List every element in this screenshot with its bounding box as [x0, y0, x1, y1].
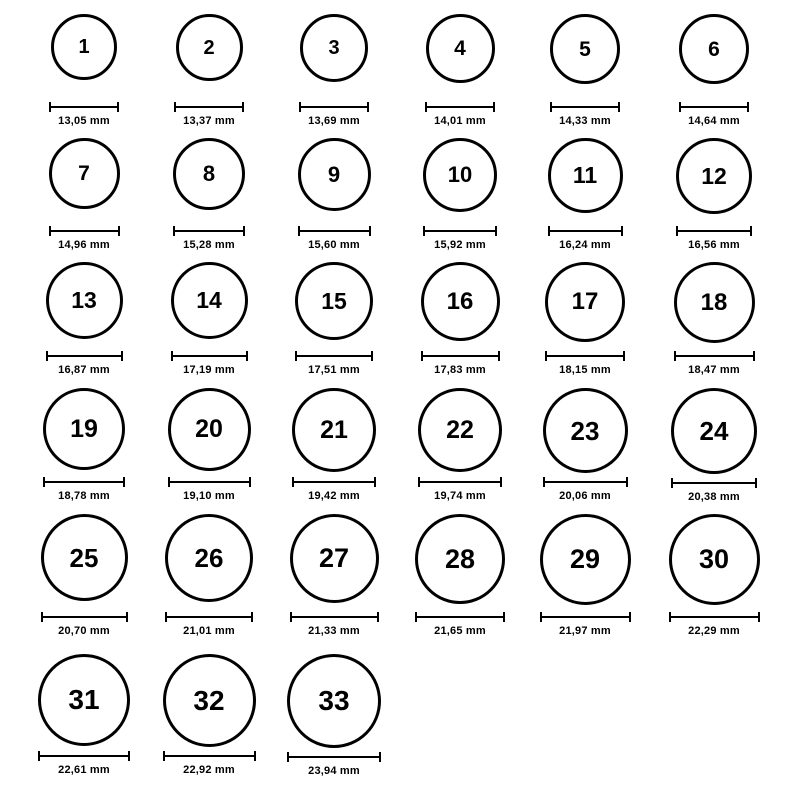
ring-circle: [171, 262, 248, 339]
measure-line: [299, 106, 369, 108]
measure-line: [49, 230, 120, 232]
measure-cap-left: [38, 751, 40, 761]
ring-size-number: 29: [569, 544, 601, 574]
ring-size-number: 33: [318, 685, 350, 716]
measure-cap-right: [753, 351, 755, 361]
measure-line: [171, 355, 248, 357]
diameter-label: 23,94 mm: [308, 765, 360, 777]
diameter-measure-bar: [299, 102, 369, 112]
measure-line: [163, 755, 256, 757]
measure-cap-right: [369, 226, 371, 236]
ring-size-cell: [669, 514, 760, 637]
measure-cap-left: [671, 478, 673, 488]
measure-line: [545, 355, 625, 357]
measure-cap-right: [126, 612, 128, 622]
measure-cap-left: [418, 477, 420, 487]
measure-cap-left: [548, 226, 550, 236]
measure-cap-right: [377, 612, 379, 622]
measure-line: [671, 482, 757, 484]
measure-cap-left: [674, 351, 676, 361]
measure-line: [46, 355, 123, 357]
ring-size-cell: [543, 388, 628, 502]
diameter-label: 19,42 mm: [308, 490, 360, 502]
measure-line: [43, 481, 125, 483]
ring-size-number: 30: [698, 544, 730, 574]
ring-size-cell: [548, 138, 623, 251]
ring-size-cell: [418, 388, 502, 502]
ring-size-cell: [299, 14, 369, 127]
diameter-label: 22,92 mm: [183, 764, 235, 776]
measure-line: [674, 355, 755, 357]
ring-size-number: 5: [579, 37, 591, 61]
ring-size-number: 12: [701, 162, 727, 189]
diameter-measure-bar: [41, 612, 128, 622]
measure-line: [298, 230, 371, 232]
diameter-measure-bar: [168, 477, 251, 487]
measure-line: [415, 616, 505, 618]
measure-cap-right: [629, 612, 631, 622]
diameter-measure-bar: [550, 102, 620, 112]
measure-cap-right: [374, 477, 376, 487]
ring-circle: [423, 138, 497, 212]
measure-cap-left: [415, 612, 417, 622]
diameter-measure-bar: [163, 751, 256, 761]
ring-size-cell: [423, 138, 497, 251]
diameter-measure-bar: [287, 752, 381, 762]
ring-size-number: 21: [320, 415, 348, 444]
ring-size-cell: [49, 138, 120, 251]
diameter-measure-bar: [171, 351, 248, 361]
ring-size-number: 16: [446, 287, 474, 315]
diameter-label: 15,28 mm: [183, 239, 235, 251]
diameter-label: 18,15 mm: [559, 364, 611, 376]
measure-cap-left: [290, 612, 292, 622]
ring-size-number: 27: [318, 543, 350, 573]
measure-cap-left: [171, 351, 173, 361]
measure-cap-right: [747, 102, 749, 112]
ring-size-cell: [163, 654, 256, 776]
measure-cap-right: [123, 477, 125, 487]
ring-size-number: 7: [78, 162, 90, 185]
ring-size-number: 19: [70, 414, 98, 443]
diameter-measure-bar: [165, 612, 253, 622]
ring-circle: [550, 14, 620, 84]
ring-size-number: 20: [195, 415, 223, 443]
ring-size-cell: [43, 388, 125, 502]
measure-line: [165, 616, 253, 618]
measure-cap-left: [295, 351, 297, 361]
ring-size-cell: [292, 388, 376, 502]
measure-cap-right: [621, 226, 623, 236]
diameter-measure-bar: [418, 477, 502, 487]
ring-circle: [43, 388, 125, 470]
measure-cap-right: [251, 612, 253, 622]
measure-cap-right: [128, 751, 130, 761]
diameter-label: 18,47 mm: [688, 364, 740, 376]
measure-cap-left: [669, 612, 671, 622]
diameter-measure-bar: [295, 351, 373, 361]
diameter-label: 18,78 mm: [58, 490, 110, 502]
ring-size-cell: [674, 262, 755, 376]
diameter-measure-bar: [423, 226, 497, 236]
measure-cap-left: [292, 477, 294, 487]
ring-size-number: 8: [202, 161, 216, 186]
measure-cap-left: [43, 477, 45, 487]
measure-line: [168, 481, 251, 483]
ring-circle: [51, 14, 117, 80]
ring-size-cell: [540, 514, 631, 637]
diameter-measure-bar: [679, 102, 749, 112]
diameter-measure-bar: [421, 351, 500, 361]
diameter-measure-bar: [49, 226, 120, 236]
diameter-label: 16,24 mm: [559, 239, 611, 251]
ring-size-cell: [425, 14, 495, 127]
ring-circle: [176, 14, 243, 81]
measure-line: [540, 616, 631, 618]
measure-line: [423, 230, 497, 232]
diameter-measure-bar: [292, 477, 376, 487]
diameter-label: 16,87 mm: [58, 364, 110, 376]
ring-size-number: 23: [570, 415, 600, 446]
measure-cap-left: [49, 226, 51, 236]
ring-size-cell: [290, 514, 379, 637]
measure-cap-right: [755, 478, 757, 488]
ring-circle: [49, 138, 120, 209]
diameter-measure-bar: [290, 612, 379, 622]
measure-cap-right: [758, 612, 760, 622]
ring-circle: [671, 388, 757, 474]
measure-line: [425, 106, 495, 108]
ring-circle: [46, 262, 123, 339]
ring-size-number: 15: [321, 287, 347, 314]
measure-cap-right: [118, 226, 120, 236]
ring-size-number: 6: [708, 37, 720, 61]
measure-line: [543, 481, 628, 483]
diameter-measure-bar: [415, 612, 505, 622]
ring-circle: [674, 262, 755, 343]
measure-line: [290, 616, 379, 618]
measure-cap-right: [493, 102, 495, 112]
ring-size-number: 31: [68, 684, 100, 715]
ring-size-cell: [168, 388, 251, 502]
diameter-label: 19,74 mm: [434, 490, 486, 502]
diameter-measure-bar: [425, 102, 495, 112]
ring-size-number: 3: [328, 37, 340, 59]
diameter-measure-bar: [173, 226, 245, 236]
measure-cap-right: [249, 477, 251, 487]
measure-line: [548, 230, 623, 232]
ring-circle: [298, 138, 371, 211]
diameter-label: 14,96 mm: [58, 239, 110, 251]
measure-cap-right: [242, 102, 244, 112]
ring-circle: [543, 388, 628, 473]
ring-size-cell: [545, 262, 625, 376]
ring-size-cell: [298, 138, 371, 251]
measure-line: [550, 106, 620, 108]
ring-size-number: 9: [327, 161, 341, 187]
measure-line: [679, 106, 749, 108]
measure-cap-left: [421, 351, 423, 361]
diameter-label: 20,38 mm: [688, 491, 740, 503]
diameter-label: 20,70 mm: [58, 625, 110, 637]
measure-cap-left: [41, 612, 43, 622]
ring-size-number: 1: [78, 36, 90, 58]
diameter-measure-bar: [43, 477, 125, 487]
measure-line: [38, 755, 130, 757]
ring-circle: [290, 514, 379, 603]
measure-cap-left: [540, 612, 542, 622]
measure-cap-left: [168, 477, 170, 487]
ring-circle: [421, 262, 500, 341]
ring-circle: [679, 14, 749, 84]
ring-circle: [545, 262, 625, 342]
diameter-label: 22,29 mm: [688, 625, 740, 637]
ring-size-number: 2: [203, 36, 215, 59]
diameter-measure-bar: [545, 351, 625, 361]
measure-cap-right: [371, 351, 373, 361]
ring-circle: [676, 138, 752, 214]
ring-circle: [38, 654, 130, 746]
ring-size-cell: [38, 654, 130, 776]
measure-cap-right: [121, 351, 123, 361]
diameter-label: 20,06 mm: [559, 490, 611, 502]
measure-line: [174, 106, 244, 108]
measure-line: [49, 106, 119, 108]
ring-size-cell: [49, 14, 119, 127]
diameter-label: 13,37 mm: [183, 115, 235, 127]
ring-size-cell: [165, 514, 253, 637]
ring-size-cell: [295, 262, 373, 376]
measure-cap-left: [425, 102, 427, 112]
ring-circle: [415, 514, 505, 604]
ring-size-number: 10: [447, 162, 473, 187]
diameter-label: 17,83 mm: [434, 364, 486, 376]
ring-size-cell: [671, 388, 757, 503]
ring-size-cell: [676, 138, 752, 251]
diameter-label: 14,01 mm: [434, 115, 486, 127]
diameter-label: 21,01 mm: [183, 625, 235, 637]
measure-cap-left: [165, 612, 167, 622]
measure-cap-left: [49, 102, 51, 112]
ring-circle: [295, 262, 373, 340]
diameter-label: 22,61 mm: [58, 764, 110, 776]
ring-size-cell: [46, 262, 123, 376]
ring-size-cell: [421, 262, 500, 376]
measure-cap-left: [543, 477, 545, 487]
ring-size-cell: [679, 14, 749, 127]
ring-size-cell: [173, 138, 245, 251]
diameter-label: 15,92 mm: [434, 239, 486, 251]
ring-size-number: 4: [454, 37, 466, 60]
measure-cap-right: [379, 752, 381, 762]
measure-cap-right: [623, 351, 625, 361]
measure-line: [173, 230, 245, 232]
ring-circle: [168, 388, 251, 471]
ring-size-cell: [171, 262, 248, 376]
measure-cap-right: [495, 226, 497, 236]
diameter-label: 17,51 mm: [308, 364, 360, 376]
measure-line: [287, 756, 381, 758]
measure-cap-left: [550, 102, 552, 112]
measure-cap-right: [503, 612, 505, 622]
measure-cap-left: [545, 351, 547, 361]
diameter-measure-bar: [46, 351, 123, 361]
diameter-measure-bar: [174, 102, 244, 112]
ring-circle: [540, 514, 631, 605]
ring-circle: [300, 14, 368, 82]
ring-size-number: 25: [69, 542, 99, 573]
measure-line: [292, 481, 376, 483]
diameter-label: 19,10 mm: [183, 490, 235, 502]
ring-size-number: 18: [700, 288, 728, 316]
diameter-measure-bar: [38, 751, 130, 761]
measure-cap-left: [679, 102, 681, 112]
ring-circle: [163, 654, 256, 747]
ring-circle: [418, 388, 502, 472]
ring-size-cell: [415, 514, 505, 637]
measure-cap-left: [676, 226, 678, 236]
diameter-measure-bar: [543, 477, 628, 487]
measure-cap-left: [46, 351, 48, 361]
diameter-label: 13,69 mm: [308, 115, 360, 127]
ring-circle: [41, 514, 128, 601]
diameter-label: 16,56 mm: [688, 239, 740, 251]
measure-cap-right: [117, 102, 119, 112]
measure-cap-right: [254, 751, 256, 761]
ring-circle: [548, 138, 623, 213]
diameter-measure-bar: [548, 226, 623, 236]
ring-circle: [173, 138, 245, 210]
ring-circle: [669, 514, 760, 605]
diameter-label: 17,19 mm: [183, 364, 235, 376]
diameter-measure-bar: [671, 478, 757, 488]
measure-cap-right: [243, 226, 245, 236]
measure-cap-left: [163, 751, 165, 761]
measure-cap-right: [626, 477, 628, 487]
diameter-label: 21,33 mm: [308, 625, 360, 637]
ring-size-number: 14: [196, 287, 222, 313]
ring-circle: [292, 388, 376, 472]
measure-cap-left: [173, 226, 175, 236]
measure-cap-right: [246, 351, 248, 361]
diameter-measure-bar: [540, 612, 631, 622]
diameter-label: 21,65 mm: [434, 625, 486, 637]
ring-size-cell: [41, 514, 128, 637]
ring-size-number: 26: [194, 543, 224, 573]
diameter-label: 14,64 mm: [688, 115, 740, 127]
measure-cap-left: [423, 226, 425, 236]
measure-cap-right: [367, 102, 369, 112]
measure-cap-right: [750, 226, 752, 236]
measure-line: [421, 355, 500, 357]
ring-size-cell: [287, 654, 381, 777]
measure-line: [41, 616, 128, 618]
measure-line: [418, 481, 502, 483]
diameter-measure-bar: [674, 351, 755, 361]
diameter-measure-bar: [676, 226, 752, 236]
measure-cap-right: [618, 102, 620, 112]
measure-cap-left: [298, 226, 300, 236]
ring-size-number: 22: [446, 415, 474, 444]
diameter-measure-bar: [669, 612, 760, 622]
measure-cap-right: [498, 351, 500, 361]
ring-size-number: 17: [571, 288, 599, 315]
diameter-measure-bar: [298, 226, 371, 236]
ring-size-number: 13: [71, 287, 97, 313]
measure-line: [669, 616, 760, 618]
ring-size-cell: [174, 14, 244, 127]
measure-cap-left: [287, 752, 289, 762]
measure-cap-left: [299, 102, 301, 112]
measure-line: [676, 230, 752, 232]
diameter-label: 13,05 mm: [58, 115, 110, 127]
measure-cap-left: [174, 102, 176, 112]
ring-circle: [165, 514, 253, 602]
ring-circle: [426, 14, 495, 83]
ring-size-cell: [550, 14, 620, 127]
diameter-label: 15,60 mm: [308, 239, 360, 251]
measure-line: [295, 355, 373, 357]
ring-size-number: 11: [572, 162, 598, 188]
diameter-label: 14,33 mm: [559, 115, 611, 127]
ring-size-number: 32: [193, 684, 225, 716]
measure-cap-right: [500, 477, 502, 487]
diameter-label: 21,97 mm: [559, 625, 611, 637]
ring-size-number: 28: [444, 543, 476, 574]
ring-size-number: 24: [699, 416, 729, 446]
diameter-measure-bar: [49, 102, 119, 112]
ring-circle: [287, 654, 381, 748]
